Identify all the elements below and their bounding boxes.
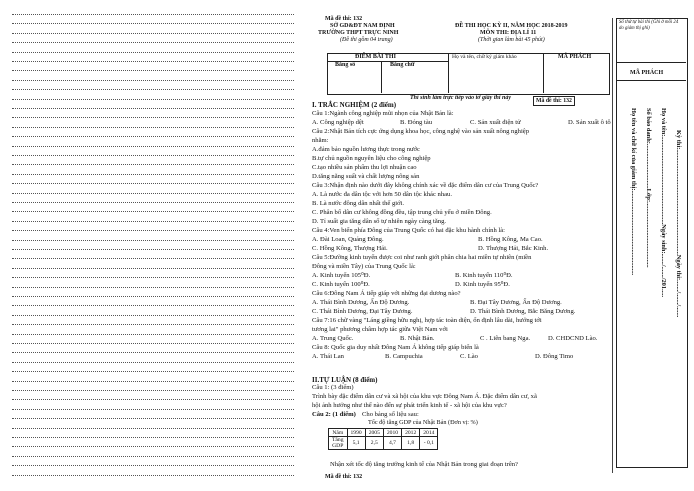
gdp-value-2010: 4,7 xyxy=(383,437,401,450)
gdp-caption: Tốc độ tăng GDP của Nhật Bản (Đơn vị: %) xyxy=(368,419,478,426)
bottom-exam-code: Mã đề thi: 132 xyxy=(325,474,363,480)
question-text: Đông và miền Tây) của Trung Quốc là: xyxy=(312,263,416,270)
question-stem: Câu 6:Đông Nam Á tiếp giáp với những đại dương nào? xyxy=(312,290,461,297)
answer-line xyxy=(12,80,294,81)
answer-option: C. Hồng Kông, Thượng Hải. xyxy=(312,245,388,252)
score-words-label: Bằng chữ xyxy=(390,62,415,68)
answer-line xyxy=(12,23,294,24)
answer-line xyxy=(12,418,294,419)
answer-option: B. Là nước đông dân nhất thế giới. xyxy=(312,200,405,207)
answer-line xyxy=(12,164,294,165)
answer-line xyxy=(12,193,294,194)
answer-line xyxy=(12,61,294,62)
exam-title: ĐỀ THI HỌC KỲ II, NĂM HỌC 2018-2019 xyxy=(455,23,568,29)
candidate-name-line: Họ và tên:.......................................................Ngày sinh:......./......./201..... xyxy=(660,108,667,298)
answer-line xyxy=(12,362,294,363)
answer-line xyxy=(12,428,294,429)
gdp-header-2010: 2010 xyxy=(383,429,401,437)
answer-option: B. Nhật Bản. xyxy=(400,335,435,342)
answer-line xyxy=(12,230,294,231)
answer-option: C. Kinh tuyến 100⁰Đ. xyxy=(312,281,370,288)
answer-option: A. Thái Bình Dương, Ấn Độ Dương. xyxy=(312,299,410,306)
answer-line xyxy=(12,117,294,118)
answer-line xyxy=(12,127,294,128)
gdp-row-label: Tăng GDP xyxy=(329,437,348,450)
gdp-header-2012: 2012 xyxy=(402,429,420,437)
answer-option: D. Thượng Hải, Bắc Kinh. xyxy=(478,245,549,252)
gdp-value-2005: 2,5 xyxy=(365,437,383,450)
gdp-value-1990: 5,1 xyxy=(347,437,365,450)
side-ma-phach: MÃ PHÁCH xyxy=(630,70,664,76)
gdp-value-2012: 1,8 xyxy=(402,437,420,450)
answer-option: B. Đóng tàu xyxy=(400,119,433,126)
answer-line xyxy=(12,249,294,250)
examiner-header: Họ và tên, chữ ký giám khảo xyxy=(452,54,517,60)
answer-line xyxy=(12,324,294,325)
answer-option: C . Liên bang Nga. xyxy=(480,335,531,342)
gdp-value-2014: - 0,1 xyxy=(420,437,438,450)
gdp-header-2005: 2005 xyxy=(365,429,383,437)
q2-title: Câu 2: (1 điểm) xyxy=(312,411,356,418)
answer-line xyxy=(12,287,294,288)
answer-option: D. Tỉ suất gia tăng dân số tự nhiên ngày càng tăng. xyxy=(312,218,447,225)
answer-line xyxy=(12,174,294,175)
answer-line xyxy=(12,352,294,353)
part2-title: II.TỰ LUẬN (8 điểm) xyxy=(312,376,378,384)
ma-phach-header: MÃ PHÁCH xyxy=(558,54,592,60)
answer-option: D. Đông Timo xyxy=(535,353,574,360)
question-stem: Câu 8: Quốc gia duy nhất Đông Nam Á không tiếp giáp biển là xyxy=(312,344,479,351)
answer-line xyxy=(12,315,294,316)
question-stem: Câu 7:16 chữ vàng "Láng giềng hữu nghị, hợp tác toàn diện, ổn định lâu dài, hướng tới xyxy=(312,317,542,324)
answer-line xyxy=(12,409,294,410)
answer-option: A. Đài Loan, Quảng Đông. xyxy=(312,236,384,243)
time-note: (Thời gian làm bài 45 phút) xyxy=(478,37,545,43)
answer-line xyxy=(12,52,294,53)
answer-option: C. Lào xyxy=(460,353,478,360)
answer-line xyxy=(12,70,294,71)
answer-line xyxy=(12,334,294,335)
answer-option: D. Sản xuất ô tô xyxy=(568,119,611,126)
answer-line xyxy=(12,14,294,15)
answer-option: A. Công nghiệp dệt xyxy=(312,119,364,126)
gdp-header-2014: 2014 xyxy=(420,429,438,437)
fold-separator xyxy=(612,18,613,473)
answer-option: A.đảm bảo nguồn lương thực trong nước xyxy=(312,146,420,153)
pages-note: (Đề thi gồm 04 trang) xyxy=(340,37,393,43)
part1-title: I. TRẮC NGHIỆM (2 điểm) xyxy=(312,101,397,109)
answer-line xyxy=(12,305,294,306)
answer-line xyxy=(12,183,294,184)
answer-option: D.tăng năng suất và chất lượng nông sản xyxy=(312,173,420,180)
final-question: Nhận xét tốc độ tăng trưởng kinh tế của Nhật Bản trong giai đoạn trên? xyxy=(330,461,518,468)
q1-text-1: Trình bày đặc điểm dân cư và xã hội của khu vực Đông Nam Á. Đặc điểm dân cư, xã xyxy=(312,393,537,400)
answer-line xyxy=(12,211,294,212)
answer-line xyxy=(12,258,294,259)
answer-option: A. Trung Quốc. xyxy=(312,335,354,342)
gdp-table xyxy=(328,428,438,450)
q1-text-2: hội ảnh hưởng như thế nào đến sự phát triển kinh tế - xã hội của khu vực? xyxy=(312,402,507,409)
top-exam-code: Mã đề thi: 132 xyxy=(325,16,363,22)
answer-option: B. Kinh tuyến 110⁰Đ. xyxy=(455,272,513,279)
answer-line xyxy=(12,446,294,447)
question-stem: Câu 2:Nhật Bản tích cực ứng dụng khoa học, công nghệ vào sản xuất nông nghiệp xyxy=(312,128,530,135)
answer-option: B.tự chủ nguồn nguyên liệu cho công nghiệp xyxy=(312,155,431,162)
candidate-number-line: Số báo danh:............................Lớp:......................................... xyxy=(645,108,652,268)
answer-line xyxy=(12,296,294,297)
answer-line xyxy=(12,277,294,278)
answer-option: A. Kinh tuyến 105⁰Đ. xyxy=(312,272,371,279)
exam-info-line: Kỳ thi:..................................................................Ngày thi:......./......./....... xyxy=(675,130,682,318)
answer-option: D. Thái Bình Dương, Bắc Băng Dương. xyxy=(470,308,576,315)
answer-line xyxy=(12,33,294,34)
gdp-header-year: Năm xyxy=(329,429,348,437)
question-text: Câu 1:Ngành công nghiệp mũi nhọn của Nhật Bản là: xyxy=(312,110,454,117)
answer-option: C. Thái Bình Dương, Đại Tây Dương. xyxy=(312,308,413,315)
answer-line xyxy=(12,475,294,476)
answer-line xyxy=(12,155,294,156)
answer-line xyxy=(12,202,294,203)
answer-option: C. Sản xuất điện tử xyxy=(470,119,521,126)
score-header: ĐIỂM BÀI THI xyxy=(355,54,396,60)
code-box: Mã đề thi: 132 xyxy=(533,96,575,106)
order-number-note: Số thứ tự bài thi (Ghi ở mỗi 24 do giám thị ghi) xyxy=(619,20,679,31)
answer-line xyxy=(12,390,294,391)
answer-line xyxy=(12,456,294,457)
answer-line xyxy=(12,381,294,382)
answer-line xyxy=(12,42,294,43)
answer-line xyxy=(12,89,294,90)
question-text: nhằm: xyxy=(312,137,329,144)
answer-option: A. Là nước đa dân tộc với hơn 50 dân tộc khác nhau. xyxy=(312,191,453,198)
answer-line xyxy=(12,399,294,400)
answer-line xyxy=(12,268,294,269)
answer-option: B. Hồng Kông, Ma Cao. xyxy=(478,236,543,243)
answer-option: B. Campuchia xyxy=(385,353,423,360)
gdp-header-1990: 1990 xyxy=(347,429,365,437)
answer-option: D. CHDCND Lào. xyxy=(548,335,598,342)
answer-option: C.tạo nhiều sản phẩm thu lợi nhuận cao xyxy=(312,164,417,171)
answer-option: D. Kinh tuyến 95⁰Đ. xyxy=(455,281,510,288)
answer-line xyxy=(12,371,294,372)
q1-title: Câu 1: (3 điểm) xyxy=(312,384,354,391)
answer-line xyxy=(12,99,294,100)
question-stem: Câu 5:Đường kinh tuyến được coi như ranh giới phân chia hai miền tự nhiên (miền xyxy=(312,254,532,261)
instruction: Thí sinh làm trực tiếp vào tờ giấy thi này xyxy=(410,95,511,101)
department-name: SỞ GD&ĐT NAM ĐỊNH xyxy=(330,23,395,29)
answer-line xyxy=(12,136,294,137)
answer-line xyxy=(12,221,294,222)
score-number-label: Bằng số xyxy=(335,62,356,68)
answer-option: B. Đại Tây Dương, Ấn Độ Dương. xyxy=(470,299,562,306)
answer-option: A. Thái Lan xyxy=(312,353,344,360)
answer-line xyxy=(12,343,294,344)
answer-line xyxy=(12,108,294,109)
subject-title: MÔN THI: ĐỊA LÍ 11 xyxy=(480,30,537,36)
answer-line xyxy=(12,146,294,147)
school-name: TRƯỜNG THPT TRỰC NINH xyxy=(318,30,399,36)
answer-line xyxy=(12,240,294,241)
answer-line xyxy=(12,465,294,466)
question-stem: Câu 3:Nhận định nào dưới đây không chính xác về đặc điểm dân cư của Trung Quốc? xyxy=(312,182,539,189)
q2-text: Cho bảng số liệu sau: xyxy=(362,411,419,418)
answer-line xyxy=(12,437,294,438)
proctor-name-line: Họ tên và chữ kí của giám thị:..................................................... xyxy=(630,108,637,276)
answer-option: C. Phân bố dân cư không đồng đều, tập trung chủ yếu ở miền Đông. xyxy=(312,209,492,216)
question-text: tương lai" phương châm hợp tác giữa Việt Nam với xyxy=(312,326,448,333)
question-stem: Câu 4:Ven biển phía Đông của Trung Quốc có hai đặc khu hành chính là: xyxy=(312,227,506,234)
